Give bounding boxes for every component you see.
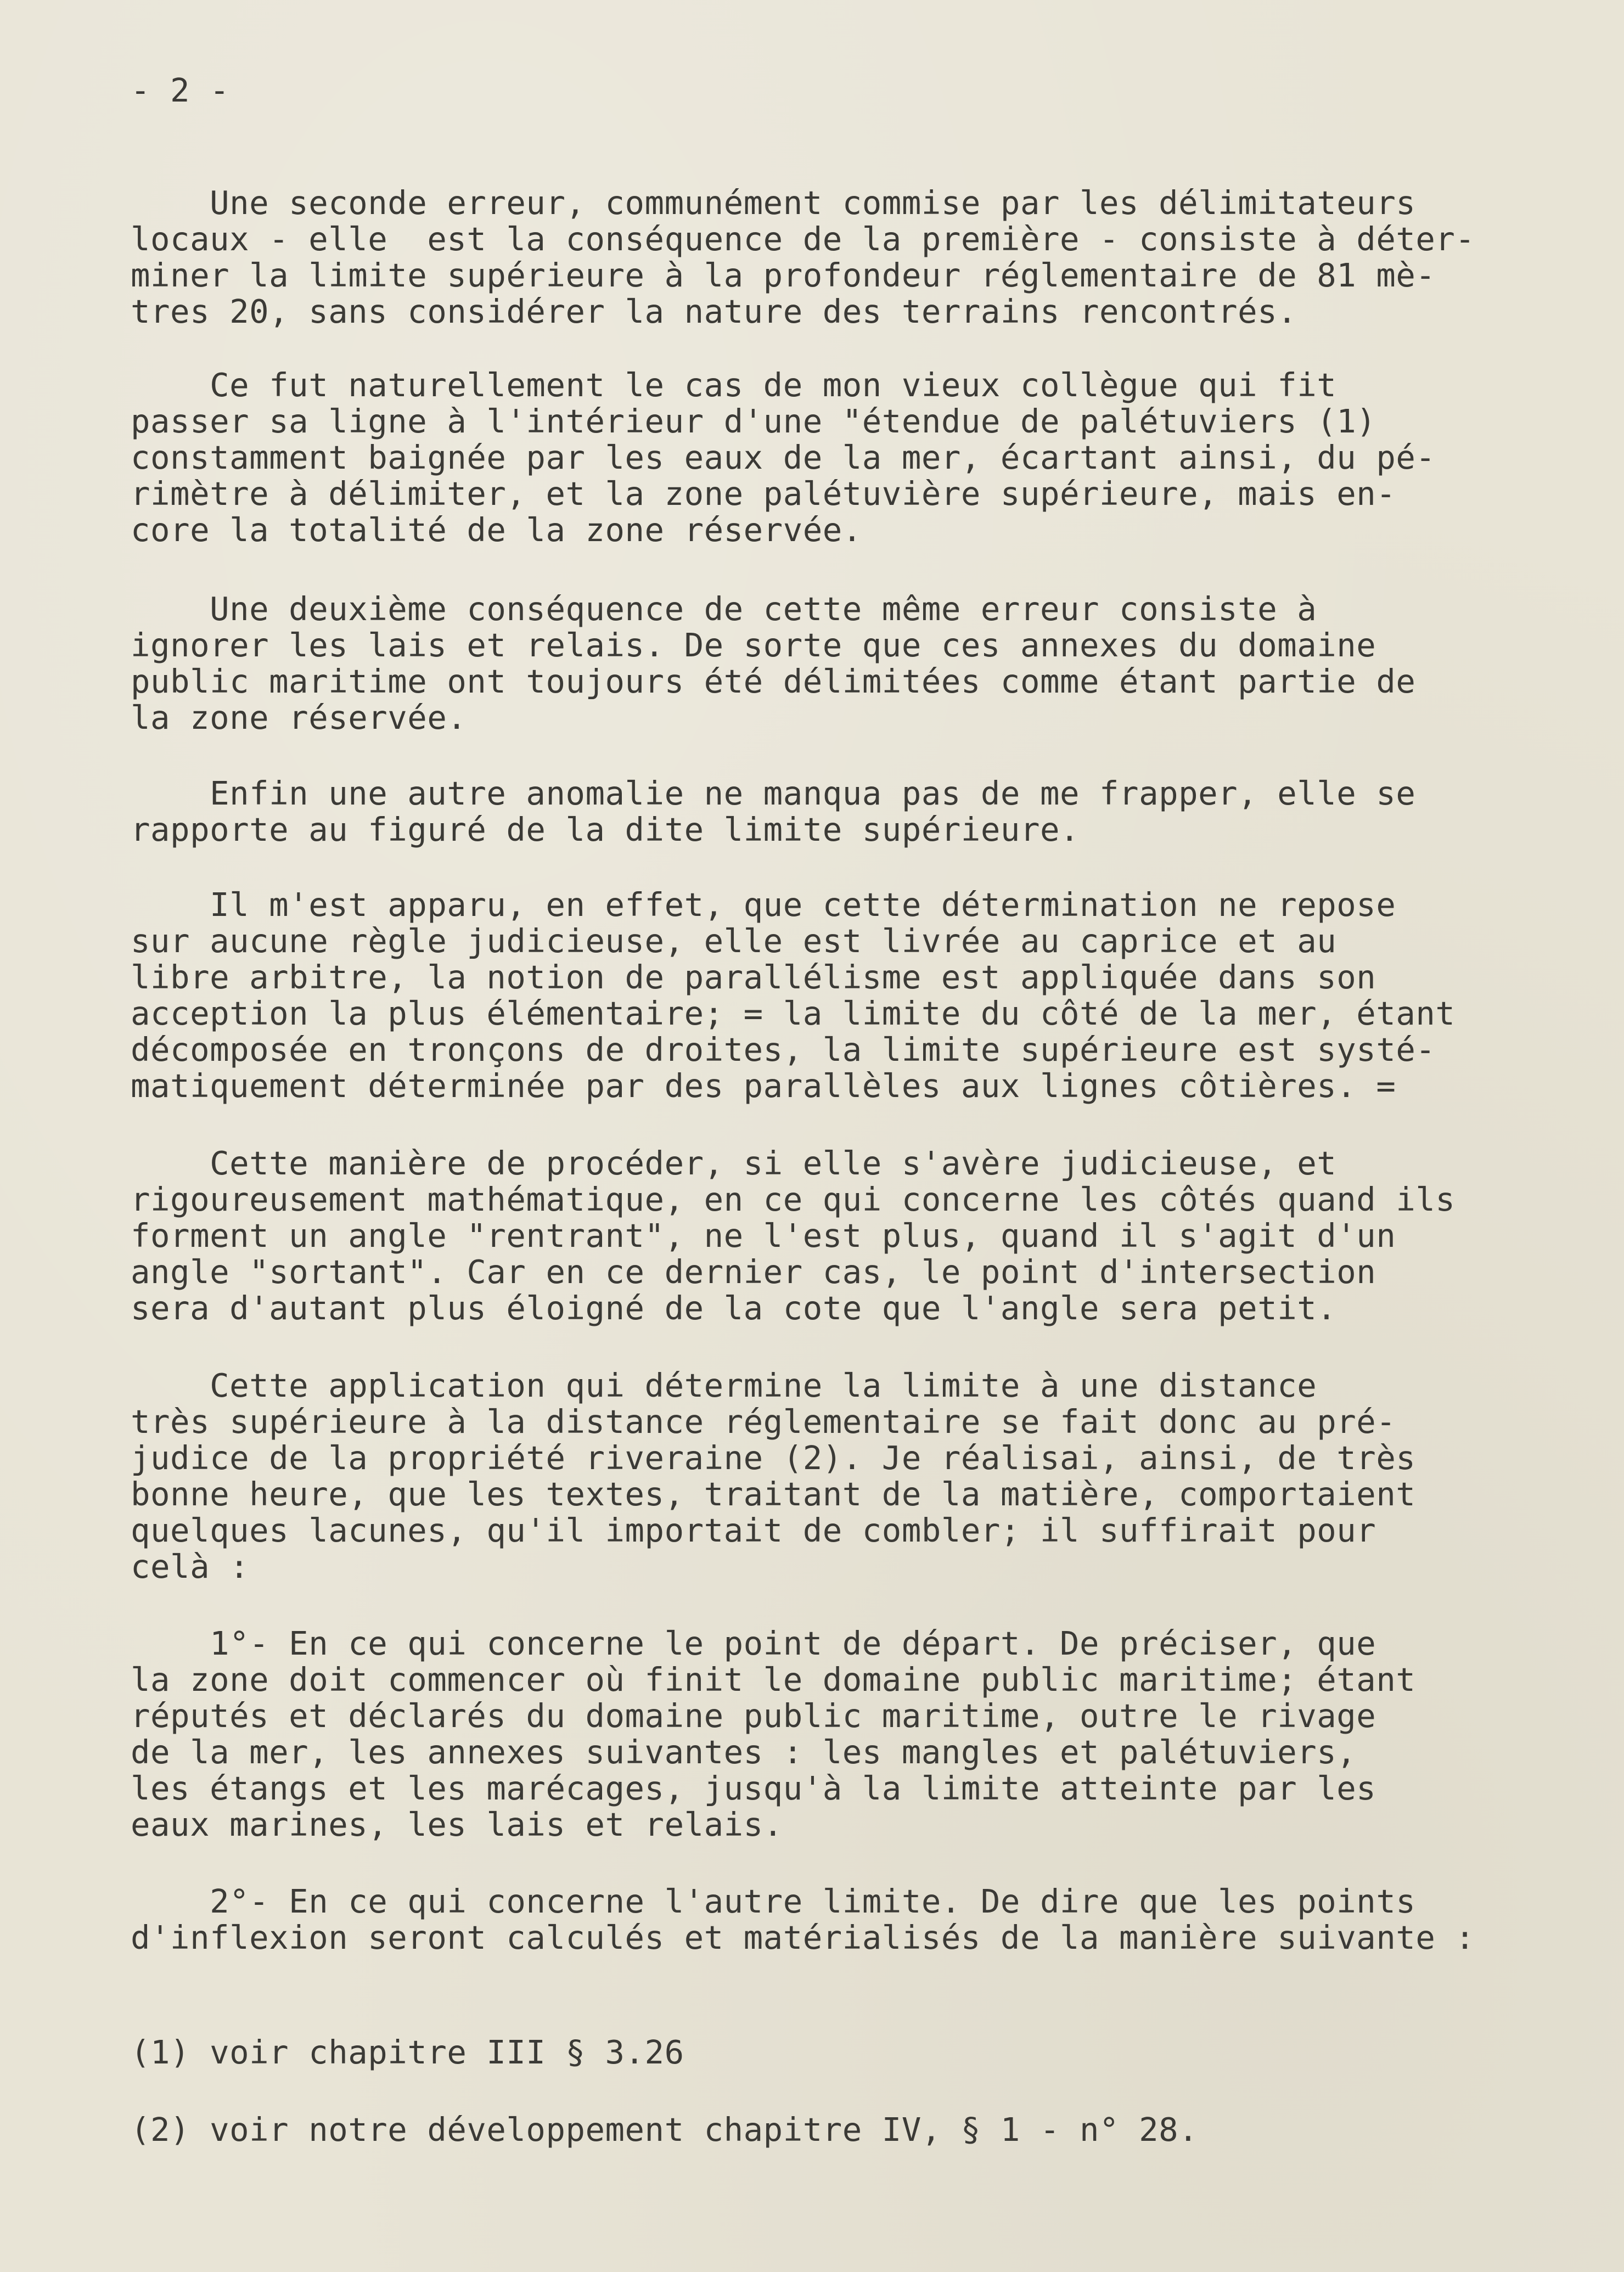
paragraph-8-line-6: eaux marines, les lais et relais. bbox=[131, 1806, 783, 1843]
paragraph-6-line-4: angle "sortant". Car en ce dernier cas, le point d'intersection bbox=[131, 1253, 1376, 1291]
paragraph-6-line-1: Cette manière de procéder, si elle s'avère judicieuse, et bbox=[131, 1144, 1337, 1182]
paragraph-7-line-1: Cette application qui détermine la limite à une distance bbox=[131, 1366, 1317, 1404]
paragraph-7-line-4: bonne heure, que les textes, traitant de la matière, comportaient bbox=[131, 1475, 1416, 1513]
paragraph-7-line-5: quelques lacunes, qu'il importait de combler; il suffirait pour bbox=[131, 1511, 1376, 1549]
paragraph-5-line-5: décomposée en tronçons de droites, la limite supérieure est systé- bbox=[131, 1031, 1436, 1068]
paragraph-9-line-2: d'inflexion seront calculés et matérialisés de la manière suivante : bbox=[131, 1919, 1475, 1956]
paragraph-2-line-5: core la totalité de la zone réservée. bbox=[131, 511, 862, 549]
paragraph-3-line-1: Une deuxième conséquence de cette même erreur consiste à bbox=[131, 590, 1317, 628]
paragraph-2-line-1: Ce fut naturellement le cas de mon vieux collègue qui fit bbox=[131, 366, 1337, 404]
paragraph-8-line-3: réputés et déclarés du domaine public maritime, outre le rivage bbox=[131, 1697, 1376, 1735]
paragraph-5-line-6: matiquement déterminée par des parallèles aux lignes côtières. = bbox=[131, 1067, 1396, 1105]
paragraph-1-line-1: Une seconde erreur, communément commise par les délimitateurs bbox=[131, 184, 1416, 222]
paragraph-1-line-4: tres 20, sans considérer la nature des terrains rencontrés. bbox=[131, 293, 1297, 330]
paragraph-6-line-2: rigoureusement mathématique, en ce qui concerne les côtés quand ils bbox=[131, 1180, 1456, 1218]
paragraph-1-line-3: miner la limite supérieure à la profondeur réglementaire de 81 mè- bbox=[131, 256, 1436, 294]
paragraph-2-line-4: rimètre à délimiter, et la zone palétuvière supérieure, mais en- bbox=[131, 475, 1396, 513]
paragraph-9-line-1: 2°- En ce qui concerne l'autre limite. De dire que les points bbox=[131, 1882, 1416, 1920]
paragraph-7-line-2: très supérieure à la distance réglementaire se fait donc au pré- bbox=[131, 1403, 1396, 1441]
footnote-2: (2) voir notre développement chapitre IV, § 1 - n° 28. bbox=[131, 2111, 1199, 2149]
paragraph-2-line-2: passer sa ligne à l'intérieur d'une "étendue de palétuviers (1) bbox=[131, 402, 1376, 440]
paragraph-6-line-5: sera d'autant plus éloigné de la cote que l'angle sera petit. bbox=[131, 1289, 1337, 1327]
paragraph-4-line-2: rapporte au figuré de la dite limite supérieure. bbox=[131, 811, 1080, 848]
paragraph-5-line-4: acception la plus élémentaire; = la limite du côté de la mer, étant bbox=[131, 994, 1456, 1032]
paragraph-1-line-2: locaux - elle est la conséquence de la première - consiste à déter- bbox=[131, 220, 1475, 258]
paragraph-5-line-3: libre arbitre, la notion de parallélisme est appliquée dans son bbox=[131, 958, 1376, 996]
paragraph-2-line-3: constamment baignée par les eaux de la mer, écartant ainsi, du pé- bbox=[131, 438, 1436, 476]
paragraph-4-line-1: Enfin une autre anomalie ne manqua pas de me frapper, elle se bbox=[131, 774, 1416, 812]
paragraph-7-line-6: celà : bbox=[131, 1548, 250, 1585]
footnote-1: (1) voir chapitre III § 3.26 bbox=[131, 2033, 684, 2071]
paragraph-3-line-4: la zone réservée. bbox=[131, 699, 467, 736]
paragraph-8-line-2: la zone doit commencer où finit le domaine public maritime; étant bbox=[131, 1661, 1416, 1699]
paragraph-8-line-4: de la mer, les annexes suivantes : les mangles et palétuviers, bbox=[131, 1733, 1357, 1771]
paragraph-8-line-1: 1°- En ce qui concerne le point de départ. De préciser, que bbox=[131, 1624, 1376, 1662]
paragraph-3-line-2: ignorer les lais et relais. De sorte que ces annexes du domaine bbox=[131, 626, 1376, 664]
paragraph-5-line-2: sur aucune règle judicieuse, elle est livrée au caprice et au bbox=[131, 922, 1337, 960]
page-number: - 2 - bbox=[131, 71, 230, 109]
paragraph-5-line-1: Il m'est apparu, en effet, que cette détermination ne repose bbox=[131, 886, 1396, 924]
paragraph-7-line-3: judice de la propriété riveraine (2). Je réalisai, ainsi, de très bbox=[131, 1439, 1416, 1477]
paragraph-6-line-3: forment un angle "rentrant", ne l'est plus, quand il s'agit d'un bbox=[131, 1217, 1396, 1255]
paragraph-8-line-5: les étangs et les marécages, jusqu'à la limite atteinte par les bbox=[131, 1769, 1376, 1807]
paragraph-3-line-3: public maritime ont toujours été délimitées comme étant partie de bbox=[131, 662, 1416, 700]
